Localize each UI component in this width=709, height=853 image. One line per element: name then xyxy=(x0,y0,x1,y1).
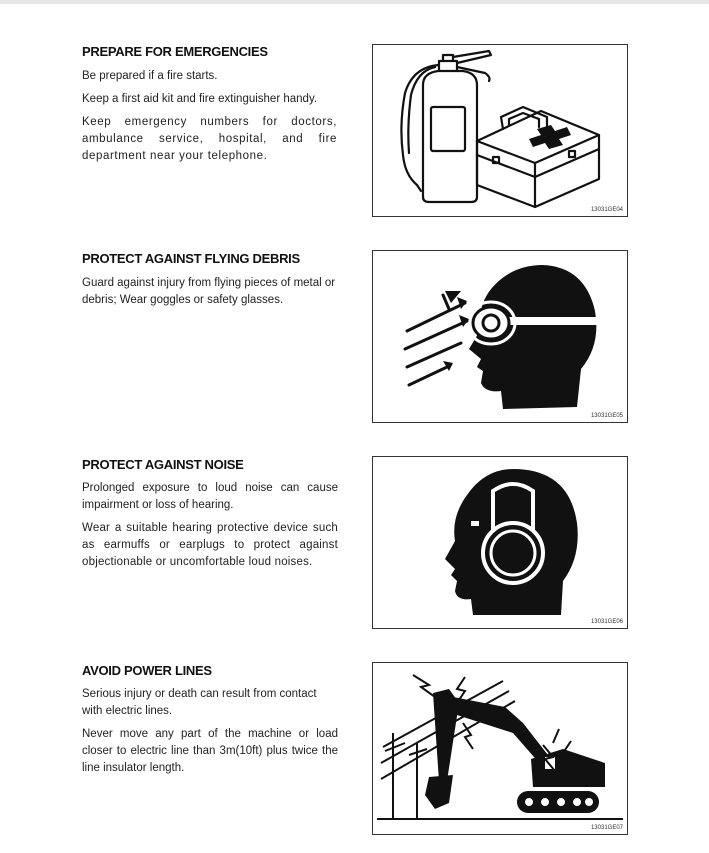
figure-frame xyxy=(372,662,628,835)
section-paragraph: Be prepared if a fire starts. xyxy=(82,70,218,82)
fire-extinguisher-first-aid-icon xyxy=(373,45,627,216)
figure-frame xyxy=(372,456,628,629)
section-heading: PROTECT AGAINST NOISE xyxy=(82,457,244,472)
section-paragraph: Wear a suitable hearing protective device such as earmuffs or earplugs to protect against objectionable or uncomfortable loud noises. xyxy=(82,522,338,568)
section-paragraph: Keep a first aid kit and fire extinguisher handy. xyxy=(82,93,318,105)
excavator-power-lines-icon xyxy=(373,663,627,834)
figure-code: 13031GE04 xyxy=(590,207,623,213)
figure-code: 13031GE06 xyxy=(590,619,623,625)
head-with-earmuffs-icon xyxy=(373,457,627,628)
section-paragraph: Serious injury or death can result from contact with electric lines. xyxy=(82,688,317,717)
figure-code: 13031GE05 xyxy=(590,413,623,419)
page-top-edge xyxy=(0,0,709,4)
head-with-goggles-icon xyxy=(373,251,627,422)
section-paragraph: Guard against injury from flying pieces of metal or debris; Wear goggles or safety glasses. xyxy=(82,277,336,306)
figure-frame xyxy=(372,44,628,217)
section-heading: AVOID POWER LINES xyxy=(82,663,212,678)
figure-frame xyxy=(372,250,628,423)
section-paragraph: Keep emergency numbers for doctors, ambulance service, hospital, and fire department near your telephone. xyxy=(82,116,337,162)
section-heading: PREPARE FOR EMERGENCIES xyxy=(82,44,268,59)
figure-code: 13031GE07 xyxy=(590,825,623,831)
section-heading: PROTECT AGAINST FLYING DEBRIS xyxy=(82,251,300,266)
section-paragraph: Never move any part of the machine or load closer to electric line than 3m(10ft) plus twice the line insulator length. xyxy=(82,728,338,774)
section-paragraph: Prolonged exposure to loud noise can cause impairment or loss of hearing. xyxy=(82,482,338,511)
